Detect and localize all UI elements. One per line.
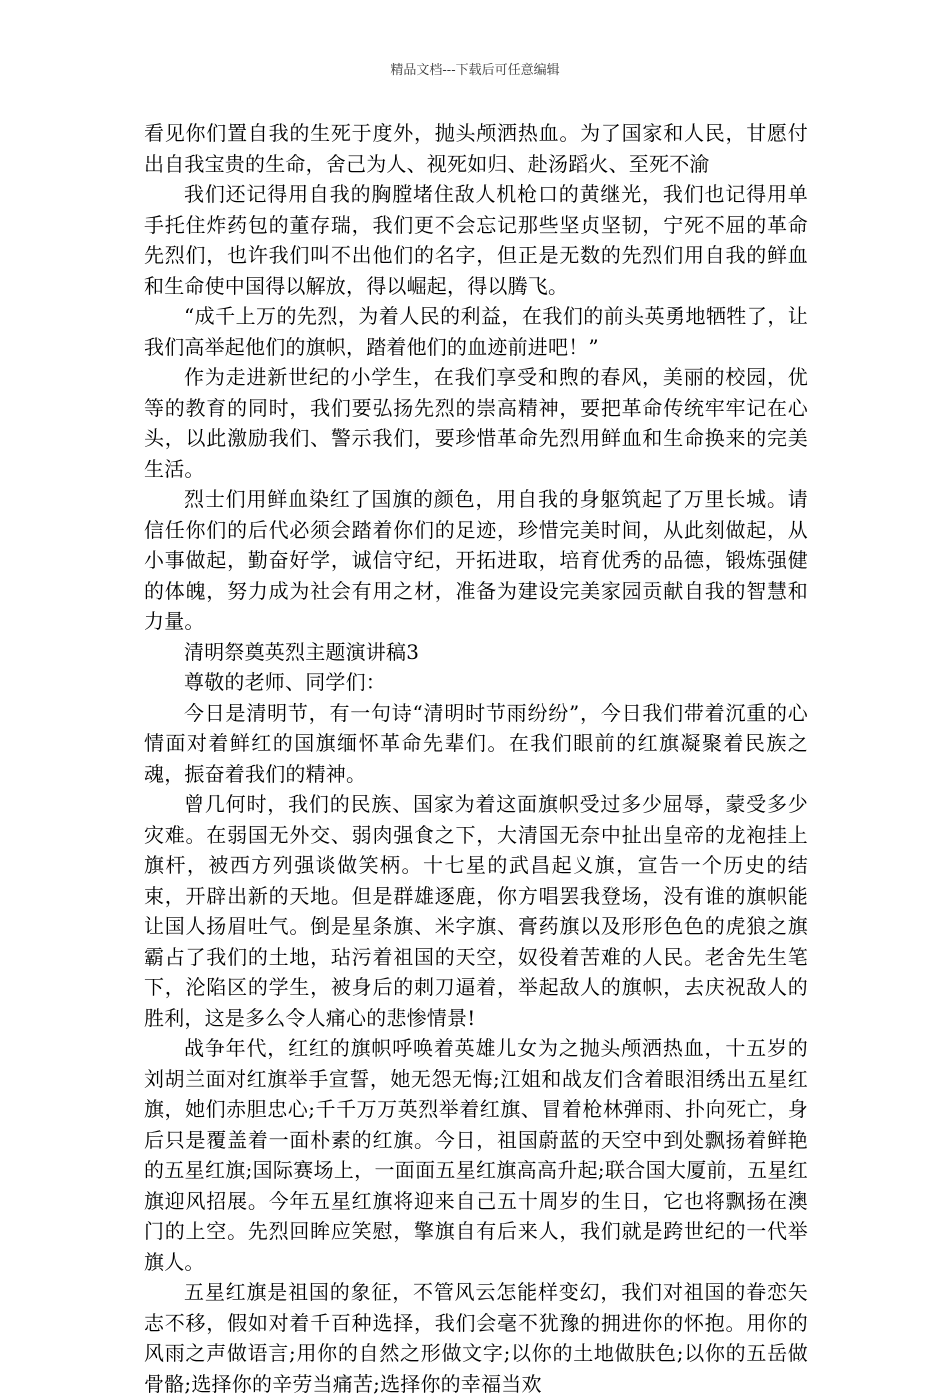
paragraph: 我们还记得用自我的胸膛堵住敌人机枪口的黄继光，我们也记得用单手托住炸药包的董存瑞，我们更不会忘记那些坚贞坚韧，宁死不屈的革命先烈们，也许我们叫不出他们的名字，但正是无数的先烈们用自我的鲜血和生命使中国得以解放，得以崛起，得以腾飞。 bbox=[144, 182, 808, 298]
paragraph: 五星红旗是祖国的象征，不管风云怎能样变幻，我们对祖国的眷恋矢志不移，假如对着千百种选择，我们会毫不犹豫的拥进你的怀抱。用你的风雨之声做语言;用你的自然之形做文字;以你的土地做肤色;以你的五岳做骨骼;选择你的辛劳当痛苦;选择你的幸福当欢 bbox=[144, 1280, 808, 1396]
paragraph: 看见你们置自我的生死于度外，抛头颅洒热血。为了国家和人民，甘愿付出自我宝贵的生命，舍己为人、视死如归、赴汤蹈火、至死不渝 bbox=[144, 121, 808, 176]
quote-paragraph: “成千上万的先烈，为着人民的利益，在我们的前头英勇地牺牲了，让我们高举起他们的旗帜，踏着他们的血迹前进吧！” bbox=[144, 304, 808, 359]
paragraph: 曾几何时，我们的民族、国家为着这面旗帜受过多少屈辱，蒙受多少灾难。在弱国无外交、弱肉强食之下，大清国无奈中扯出皇帝的龙袍挂上旗杆，被西方列强谈做笑柄。十七星的武昌起义旗，宣告一个历史的结束，开辟出新的天地。但是群雄逐鹿，你方唱罢我登场，没有谁的旗帜能让国人扬眉吐气。倒是星条旗、米字旗、膏药旗以及形形色色的虎狼之旗霸占了我们的土地，玷污着祖国的天空，奴役着苦难的人民。老舍先生笔下，沦陷区的学生，被身后的刺刀逼着，举起敌人的旗帜，去庆祝敌人的胜利，这是多么令人痛心的悲惨情景! bbox=[144, 792, 808, 1030]
paragraph: 作为走进新世纪的小学生，在我们享受和煦的春风，美丽的校园，优等的教育的同时，我们要弘扬先烈的崇高精神，要把革命传统牢牢记在心头，以此激励我们、警示我们，要珍惜革命先烈用鲜血和生命换来的完美生活。 bbox=[144, 365, 808, 481]
page-header-note: 精品文档---下载后可任意编辑 bbox=[390, 63, 560, 78]
paragraph: 战争年代，红红的旗帜呼唤着英雄儿女为之抛头颅洒热血，十五岁的刘胡兰面对红旗举手宣誓，她无怨无悔;江姐和战友们含着眼泪绣出五星红旗，她们赤胆忠心;千千万万英烈举着红旗、冒着枪林弹雨、扑向死亡，身后只是覆盖着一面朴素的红旗。今日，祖国蔚蓝的天空中到处飘扬着鲜艳的五星红旗;国际赛场上，一面面五星红旗高高升起;联合国大厦前，五星红旗迎风招展。今年五星红旗将迎来自己五十周岁的生日，它也将飘扬在澳门的上空。先烈回眸应笑慰，擎旗自有后来人，我们就是跨世纪的一代举旗人。 bbox=[144, 1036, 808, 1274]
paragraph: 烈士们用鲜血染红了国旗的颜色，用自我的身躯筑起了万里长城。请信任你们的后代必须会踏着你们的足迹，珍惜完美时间，从此刻做起，从小事做起，勤奋好学，诚信守纪，开拓进取，培育优秀的品德，锻炼强健的体魄，努力成为社会有用之材，准备为建设完美家园贡献自我的智慧和力量。 bbox=[144, 487, 808, 633]
section-title: 清明祭奠英烈主题演讲稿3 bbox=[184, 639, 420, 664]
document-body bbox=[144, 118, 808, 1399]
paragraph: 今日是清明节，有一句诗“清明时节雨纷纷”，今日我们带着沉重的心情面对着鲜红的国旗缅怀革命先辈们。在我们眼前的红旗凝聚着民族之魂，振奋着我们的精神。 bbox=[144, 700, 808, 786]
salutation: 尊敬的老师、同学们： bbox=[184, 670, 386, 694]
